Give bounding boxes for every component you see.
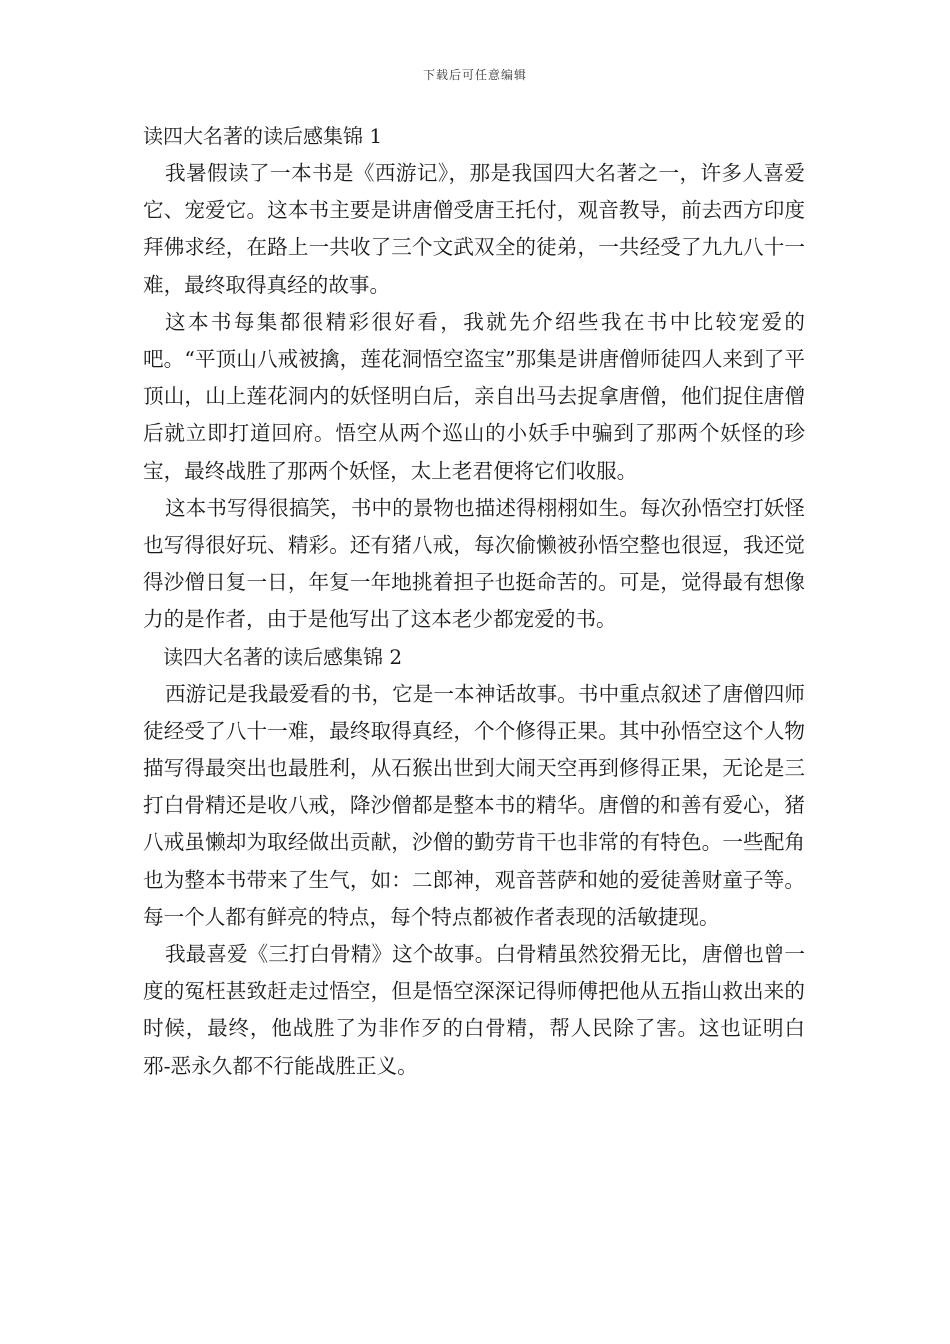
paragraph: 我最喜爱《三打白骨精》这个故事。白骨精虽然狡猾无比，唐僧也曾一度的冤枉甚致赶走过悟空，但是悟空深深记得师傅把他从五指山救出来的时候，最终，他战胜了为非作歹的白骨精，帮人民除了害。这也证明白邪-恶永久都不行能战胜正义。 xyxy=(143,942,805,1078)
paragraph: 西游记是我最爱看的书，它是一本神话故事。书中重点叙述了唐僧四师徒经受了八十一难，最终取得真经，个个修得正果。其中孙悟空这个人物描写得最突出也最胜利，从石猴出世到大闹天空再到修得正果，无论是三打白骨精还是收八戒，降沙僧都是整本书的精华。唐僧的和善有爱心，猪八戒虽懒却为取经做出贡献，沙僧的勤劳肯干也非常的有特色。一些配角也为整本书带来了生气，如：二郎神，观音菩萨和她的爱徒善财童子等。每一个人都有鲜亮的特点，每个特点都被作者表现的活敏捷现。 xyxy=(143,681,805,929)
paragraph: 这本书每集都很精彩很好看，我就先介绍些我在书中比较宠爱的吧。“平顶山八戒被擒，莲花洞悟空盗宝”那集是讲唐僧师徒四人来到了平顶山，山上莲花洞内的妖怪明白后，亲自出马去捉拿唐僧，他们捉住唐僧后就立即打道回府。悟空从两个巡山的小妖手中骗到了那两个妖怪的珍宝，最终战胜了那两个妖怪，太上老君便将它们收服。 xyxy=(143,309,805,483)
section-1 xyxy=(143,118,805,639)
page-header: 下载后可任意编辑 xyxy=(422,68,527,82)
section-2 xyxy=(143,639,805,1085)
section-heading: 读四大名著的读后感集锦 1 xyxy=(143,124,383,148)
document-body xyxy=(143,118,805,1085)
section-heading: 读四大名著的读后感集锦 2 xyxy=(163,644,403,669)
paragraph: 我暑假读了一本书是《西游记》，那是我国四大名著之一，许多人喜爱它、宠爱它。这本书主要是讲唐僧受唐王托付，观音教导，前去西方印度拜佛求经，在路上一共收了三个文武双全的徒弟，一共经受了九九八十一难，最终取得真经的故事。 xyxy=(143,161,805,297)
paragraph: 这本书写得很搞笑，书中的景物也描述得栩栩如生。每次孙悟空打妖怪也写得很好玩、精彩。还有猪八戒，每次偷懒被孙悟空整也很逗，我还觉得沙僧日复一日，年复一年地挑着担子也挺命苦的。可是，觉得最有想像力的是作者，由于是他写出了这本老少都宠爱的书。 xyxy=(143,495,805,632)
